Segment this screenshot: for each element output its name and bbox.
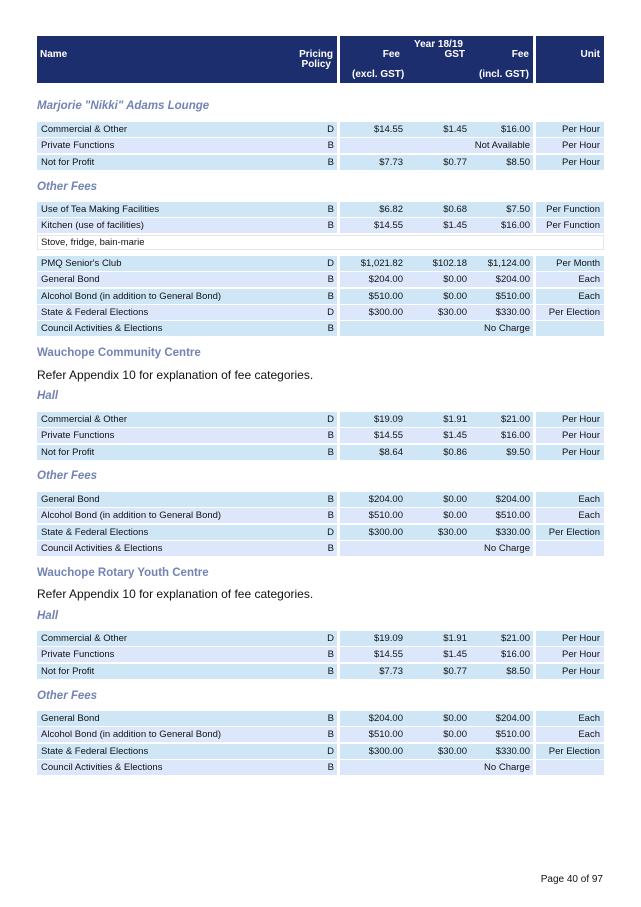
name-cell [37,492,337,507]
fee-excl-gst: $204.00 [368,494,403,505]
fee-name: Council Activities & Elections [41,542,163,554]
table-row [37,155,604,171]
table-row [37,122,604,138]
pricing-policy: B [327,140,334,152]
gst-amount: $0.00 [443,290,467,302]
fee-incl-gst: No Charge [484,323,530,335]
fee-incl-gst: $8.50 [506,665,530,677]
table-row [37,289,604,305]
fee-unit: Per Election [548,306,600,318]
fee-name: Private Functions [41,430,115,442]
fee-incl-gst: No Charge [484,542,530,554]
unit-cell [536,508,604,523]
table-row [37,664,604,680]
fee-name: Private Functions [41,649,115,661]
fee-cell [340,272,533,287]
fee-incl-gst: $330.00 [495,306,530,318]
fee-unit: Each [578,274,600,286]
pricing-policy: B [327,510,334,522]
name-cell [37,305,337,320]
unit-cell [536,428,604,443]
fee-cell [340,711,533,726]
fee-cell [340,218,533,233]
table-row [37,272,604,288]
fee-unit: Each [578,510,600,522]
fee-cell [340,492,533,507]
pricing-policy: B [327,274,334,286]
pricing-policy: B [327,494,334,505]
table-row [37,631,604,647]
fee-incl-gst: $204.00 [495,274,530,286]
gst-amount: $0.00 [443,510,467,522]
unit-cell [536,289,604,304]
section-hall-1: Hall [37,390,59,402]
fee-cell [340,155,533,170]
fee-excl-gst: $300.00 [368,306,403,318]
header-fee-incl: Fee [511,49,529,60]
table-row [37,492,604,508]
fee-name: Use of Tea Making Facilities [41,204,160,215]
unit-cell [536,412,604,427]
name-cell [37,138,337,153]
table-row [37,525,604,541]
name-cell [37,122,337,137]
fee-incl-gst: $7.50 [506,204,530,215]
pricing-policy: B [327,729,334,741]
fee-excl-gst: $6.82 [379,204,403,215]
fee-cell [340,256,533,271]
fee-cell [340,202,533,217]
name-cell [37,218,337,233]
fee-excl-gst: $8.64 [379,446,403,458]
unit-cell [536,647,604,662]
fee-name: Private Functions [41,140,115,152]
unit-cell [536,631,604,646]
pricing-policy: B [327,649,334,661]
fee-unit: Per Function [546,220,600,232]
table-row [37,218,604,234]
fee-name: Alcohol Bond (in addition to General Bond) [41,290,222,302]
name-cell [37,155,337,170]
table-row [37,647,604,663]
fee-incl-gst: $204.00 [495,713,530,724]
header-fee: Fee [382,49,400,60]
fee-name: State & Federal Elections [41,526,149,538]
fee-name: Commercial & Other [41,633,128,644]
fee-cell [340,122,533,137]
kitchen-note-row [37,235,604,251]
fee-name: Not for Profit [41,156,95,168]
fee-name: Not for Profit [41,446,95,458]
table-row [37,138,604,154]
header-policy: Policy [301,59,331,70]
appendix-note-2: Refer Appendix 10 for explanation of fee categories. [37,587,314,601]
header-year: Year 18/19 [414,39,463,50]
unit-cell [536,122,604,137]
gst-amount: $1.45 [443,220,467,232]
fee-incl-gst: No Charge [484,761,530,773]
pricing-policy: D [327,258,334,269]
header-year-block [340,36,533,83]
fee-incl-gst: $330.00 [495,745,530,757]
fee-unit: Per Election [548,745,600,757]
table-row [37,541,604,557]
unit-cell [536,138,604,153]
fee-name: Commercial & Other [41,124,128,135]
fee-incl-gst: $510.00 [495,729,530,741]
name-cell [37,321,337,336]
header-gst: GST [444,49,465,60]
unit-cell [536,525,604,540]
header-fee-sub: (excl. GST) [352,69,405,80]
fee-name: Alcohol Bond (in addition to General Bond) [41,510,222,522]
fee-incl-gst: $8.50 [506,156,530,168]
unit-cell [536,541,604,556]
gst-amount: $1.91 [443,414,467,425]
fee-incl-gst: $21.00 [500,414,530,425]
name-cell [37,664,337,679]
fee-excl-gst: $7.73 [379,156,403,168]
fee-cell [340,412,533,427]
unit-cell [536,492,604,507]
table-row [37,428,604,444]
name-cell [37,256,337,271]
pricing-policy: B [327,323,334,335]
fee-excl-gst: $204.00 [368,274,403,286]
fee-unit: Per Hour [561,430,600,442]
name-cell [37,744,337,759]
fee-cell [340,631,533,646]
fee-excl-gst: $510.00 [368,510,403,522]
gst-amount: $0.00 [443,713,467,724]
unit-cell [536,155,604,170]
unit-cell [536,445,604,460]
name-cell [37,647,337,662]
gst-amount: $102.18 [432,258,467,269]
table-row [37,727,604,743]
fee-cell [340,289,533,304]
name-cell [37,508,337,523]
unit-cell [536,305,604,320]
fee-name: State & Federal Elections [41,306,149,318]
gst-amount: $0.77 [443,665,467,677]
pricing-policy: D [327,124,334,135]
unit-cell [536,256,604,271]
fee-unit: Per Month [556,258,600,269]
name-cell [37,412,337,427]
fee-unit: Per Hour [561,140,600,152]
section-title-community-centre: Wauchope Community Centre [37,347,201,359]
name-cell [37,428,337,443]
pricing-policy: D [327,633,334,644]
unit-cell [536,760,604,775]
header-name: Name [40,49,68,60]
fee-cell [340,508,533,523]
fee-excl-gst: $1,021.82 [360,258,403,269]
fee-excl-gst: $300.00 [368,526,403,538]
gst-amount: $30.00 [437,306,467,318]
section-other-fees-1: Other Fees [37,181,98,193]
pricing-policy: B [327,156,334,168]
gst-amount: $30.00 [437,745,467,757]
fee-incl-gst: Not Available [474,140,530,152]
table-row [37,744,604,760]
fee-cell [340,428,533,443]
name-cell [37,711,337,726]
fee-incl-gst: $204.00 [495,494,530,505]
table-row [37,202,604,218]
fee-name: Alcohol Bond (in addition to General Bond) [41,729,222,741]
fee-cell [340,321,533,336]
fee-excl-gst: $7.73 [379,665,403,677]
fee-cell [340,647,533,662]
fee-excl-gst: $14.55 [373,649,403,661]
pricing-policy: B [327,430,334,442]
section-title-youth-centre: Wauchope Rotary Youth Centre [37,567,209,579]
kitchen-note: Stove, fridge, bain-marie [41,237,145,248]
fee-incl-gst: $16.00 [500,124,530,135]
fee-name: Kitchen (use of facilities) [41,220,144,232]
fee-incl-gst: $21.00 [500,633,530,644]
fee-unit: Each [578,729,600,741]
fee-cell [340,760,533,775]
unit-cell [536,711,604,726]
gst-amount: $1.45 [443,430,467,442]
fee-incl-gst: $510.00 [495,510,530,522]
pricing-policy: B [327,220,334,232]
fee-name: Not for Profit [41,665,95,677]
fee-unit: Per Hour [561,633,600,644]
fee-unit: Per Election [548,526,600,538]
gst-amount: $0.68 [443,204,467,215]
fee-excl-gst: $510.00 [368,729,403,741]
pricing-policy: D [327,414,334,425]
fee-incl-gst: $16.00 [500,430,530,442]
header-name-block [37,36,337,83]
fee-incl-gst: $16.00 [500,649,530,661]
appendix-note-1: Refer Appendix 10 for explanation of fee categories. [37,368,314,382]
section-title-lounge: Marjorie "Nikki" Adams Lounge [37,100,210,112]
pricing-policy: B [327,290,334,302]
fee-excl-gst: $300.00 [368,745,403,757]
fee-name: General Bond [41,494,100,505]
fee-unit: Each [578,494,600,505]
header-pricing: Pricing [299,49,333,60]
fee-unit: Per Hour [561,414,600,425]
fee-unit: Per Hour [561,665,600,677]
pricing-policy: B [327,761,334,773]
fee-name: General Bond [41,274,100,286]
fee-cell [340,541,533,556]
pricing-policy: B [327,446,334,458]
gst-amount: $30.00 [437,526,467,538]
pricing-policy: D [327,526,334,538]
fee-unit: Per Hour [561,649,600,661]
fee-name: General Bond [41,713,100,724]
page-number: Page 40 of 97 [540,874,603,885]
section-other-fees-2: Other Fees [37,470,98,482]
fee-incl-gst: $16.00 [500,220,530,232]
fee-incl-gst: $330.00 [495,526,530,538]
pricing-policy: D [327,306,334,318]
pricing-policy: B [327,204,334,215]
pricing-policy: B [327,713,334,724]
header-fee-incl-sub: (incl. GST) [479,69,529,80]
unit-cell [536,272,604,287]
fee-excl-gst: $14.55 [373,220,403,232]
table-row [37,321,604,337]
table-row [37,711,604,727]
pricing-policy: B [327,542,334,554]
header-unit-block [536,36,604,83]
unit-cell [536,727,604,742]
fee-name: PMQ Senior's Club [41,258,122,269]
section-other-fees-3: Other Fees [37,690,98,702]
gst-amount: $0.00 [443,729,467,741]
fee-excl-gst: $204.00 [368,713,403,724]
fee-excl-gst: $19.09 [373,633,403,644]
header-unit: Unit [580,49,600,60]
unit-cell [536,744,604,759]
section-hall-2: Hall [37,610,59,622]
fee-excl-gst: $19.09 [373,414,403,425]
name-cell [37,272,337,287]
fee-cell [340,727,533,742]
fee-incl-gst: $9.50 [506,446,530,458]
table-row [37,412,604,428]
name-cell [37,541,337,556]
fee-incl-gst: $1,124.00 [487,258,530,269]
table-row [37,508,604,524]
fee-name: Council Activities & Elections [41,761,163,773]
fee-unit: Per Function [546,204,600,215]
unit-cell [536,218,604,233]
table-row [37,760,604,776]
fee-unit: Per Hour [561,156,600,168]
fee-excl-gst: $14.55 [373,124,403,135]
gst-amount: $1.91 [443,633,467,644]
name-cell [37,202,337,217]
pricing-policy: D [327,745,334,757]
fee-name: Commercial & Other [41,414,128,425]
gst-amount: $0.00 [443,494,467,505]
gst-amount: $1.45 [443,124,467,135]
name-cell [37,727,337,742]
fee-cell [340,525,533,540]
fee-cell [340,744,533,759]
name-cell [37,445,337,460]
gst-amount: $0.00 [443,274,467,286]
fee-name: Council Activities & Elections [41,323,163,335]
fee-excl-gst: $14.55 [373,430,403,442]
gst-amount: $0.86 [443,446,467,458]
fee-unit: Each [578,713,600,724]
fee-name: State & Federal Elections [41,745,149,757]
gst-amount: $1.45 [443,649,467,661]
fee-cell [340,305,533,320]
fee-cell [340,445,533,460]
table-row [37,445,604,461]
unit-cell [536,321,604,336]
fee-incl-gst: $510.00 [495,290,530,302]
gst-amount: $0.77 [443,156,467,168]
fee-unit: Each [578,290,600,302]
name-cell [37,760,337,775]
table-row [37,256,604,272]
fee-unit: Per Hour [561,446,600,458]
fee-unit: Per Hour [561,124,600,135]
fee-excl-gst: $510.00 [368,290,403,302]
table-header [37,36,604,83]
name-cell [37,631,337,646]
fee-cell [340,138,533,153]
unit-cell [536,664,604,679]
fee-cell [340,664,533,679]
name-cell [37,289,337,304]
unit-cell [536,202,604,217]
pricing-policy: B [327,665,334,677]
name-cell [37,525,337,540]
table-row [37,305,604,321]
